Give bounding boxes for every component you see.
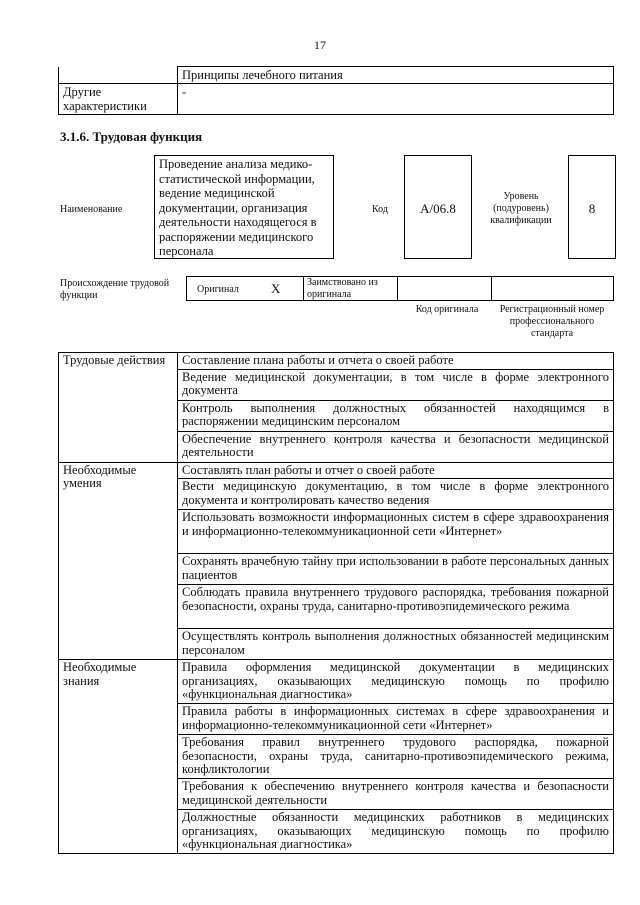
group-item: Осуществлять контроль выполнения должностных обязанностей медицинским персоналом [178, 629, 614, 660]
characteristics-table [58, 66, 614, 115]
group-item: Требования правил внутреннего трудового распорядка, пожарной безопасности, охраны труда, санитарно-противоэпидемического режима, конфликтологии [178, 735, 614, 779]
name-label: Наименование [60, 204, 123, 215]
group-label: Трудовые действия [59, 353, 178, 463]
function-name: Проведение анализа медико-статистической информации, ведение медицинской документации, организация деятельности находящегося в распоряжении медицинского персонала [154, 155, 334, 259]
nutrition-principles: Принципы лечебного питания [178, 67, 614, 84]
group-item: Ведение медицинской документации, в том числе в форме электронного документа [178, 369, 614, 400]
function-details-table [58, 352, 614, 854]
group-item: Сохранять врачебную тайну при использовании в работе персональных данных пациентов [178, 554, 614, 585]
group-item: Должностные обязанности медицинских работников в медицинских организациях, оказывающих медицинскую помощь по профилю «функциональная диагностика» [178, 810, 614, 854]
group-item: Правила оформления медицинской документации в медицинских организациях, оказывающих медицинскую помощь по профилю «функциональная диагностика» [178, 660, 614, 704]
group-item: Обеспечение внутреннего контроля качества и безопасности медицинской деятельности [178, 431, 614, 462]
group-item: Составление плана работы и отчета о своей работе [178, 353, 614, 370]
function-code: A/06.8 [420, 201, 456, 216]
section-title: 3.1.6. Трудовая функция [60, 129, 203, 144]
original-mark: X [271, 281, 281, 296]
group-item: Составлять план работы и отчет о своей работе [178, 462, 614, 479]
code-original-label: Код оригинала [415, 304, 479, 315]
other-characteristics-value: - [178, 84, 614, 115]
group-item: Использовать возможности информационных систем в сфере здравоохранения и информационно-телекоммуникационной сети «Интернет» [178, 510, 614, 554]
group-item: Правила работы в информационных системах в сфере здравоохранения и информационно-телекоммуникационной сети «Интернет» [178, 704, 614, 735]
origin-label: Происхождение трудовой функции [60, 278, 170, 301]
group-item: Соблюдать правила внутреннего трудового распорядка, требования пожарной безопасности, охраны труда, санитарно-противоэпидемического режима [178, 585, 614, 629]
borrowed-label: Заимствовано из оригинала [307, 277, 378, 300]
group-label: Необходимые умения [59, 462, 178, 660]
group-item: Вести медицинскую документацию, в том числе в форме электронного документа и контролировать качество ведения [178, 479, 614, 510]
group-item: Контроль выполнения должностных обязанностей находящимся в распоряжении медицинским персоналом [178, 400, 614, 431]
original-label: Оригинал [197, 284, 239, 295]
group-item: Требования к обеспечению внутреннего контроля качества и безопасности медицинской деятельности [178, 779, 614, 810]
group-label: Необходимые знания [59, 660, 178, 854]
origin-box [186, 276, 614, 301]
reg-number-label: Регистрационный номер профессионального стандарта [499, 304, 605, 339]
qualification-level: 8 [588, 201, 596, 216]
page-number: 17 [314, 38, 326, 52]
level-label: Уровень (подуровень) квалификации [490, 191, 552, 226]
code-label: Код [372, 204, 388, 215]
other-characteristics-label: Другие характеристики [59, 84, 178, 115]
